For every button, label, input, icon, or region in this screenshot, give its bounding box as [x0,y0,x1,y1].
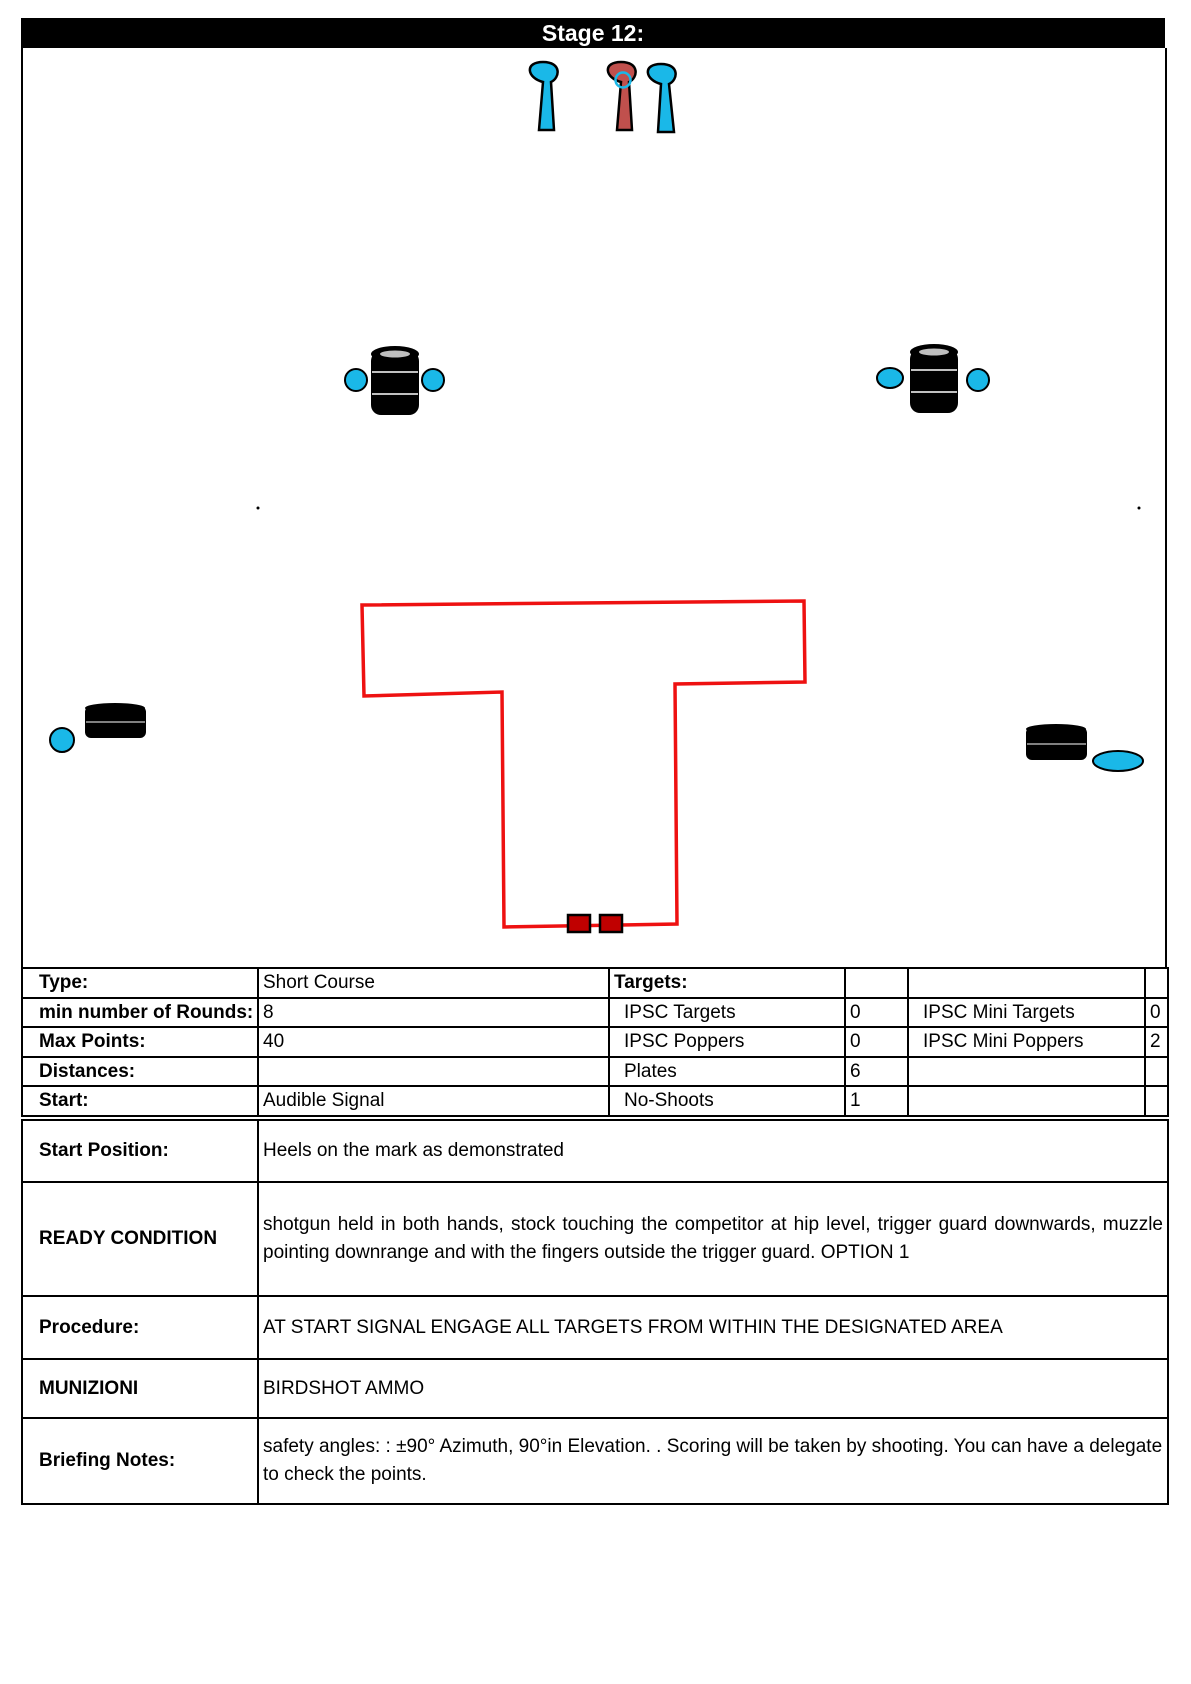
ammo-label: MUNIZIONI [22,1359,258,1418]
target-count: 0 [845,1027,908,1057]
extra-target-label: IPSC Mini Poppers [908,1027,1145,1057]
info-value [258,1057,609,1087]
target-label: IPSC Poppers [609,1027,845,1057]
info-value: 8 [258,998,609,1028]
start-position-marker [568,915,622,932]
extra-target-label: IPSC Mini Targets [908,998,1145,1028]
mini-popper-icon [648,64,676,132]
ready-condition-label: READY CONDITION [22,1182,258,1296]
info-value: Audible Signal [258,1086,609,1116]
table-row [22,998,1168,1028]
table-row [22,1296,1168,1359]
target-count: 1 [845,1086,908,1116]
start-position-text: Heels on the mark as demonstrated [258,1120,1168,1182]
table-row [22,1359,1168,1418]
table-row [22,1027,1168,1057]
target-count [845,968,908,998]
briefing-notes-label: Briefing Notes: [22,1418,258,1504]
plate-icon [50,728,74,752]
plate-icon [967,369,989,391]
table-row [22,1418,1168,1504]
plate-icon [1093,751,1143,771]
mini-popper-icon [530,62,558,130]
shooting-area-outline [362,601,805,927]
target-label: IPSC Targets [609,998,845,1028]
extra-target-count: 2 [1145,1027,1168,1057]
no-shoot-popper-icon [608,62,636,130]
plate-icon [345,369,367,391]
info-value: Short Course [258,968,609,998]
extra-target-label [908,1086,1145,1116]
info-label: Max Points: [22,1027,258,1057]
extra-target-count [1145,1057,1168,1087]
targets-heading: Targets: [609,968,845,998]
barrel-icon [371,346,419,415]
target-label: No-Shoots [609,1086,845,1116]
procedure-label: Procedure: [22,1296,258,1359]
target-count: 6 [845,1057,908,1087]
table-row [22,1120,1168,1182]
info-label: Distances: [22,1057,258,1087]
briefing-notes-text: safety angles: : ±90° Azimuth, 90°in Elevation. . Scoring will be taken by shooting. You can have a delegate to check the points. [258,1418,1168,1504]
table-row [22,1086,1168,1116]
barrel-icon [1026,724,1087,760]
table-row [22,968,1168,998]
info-label: Type: [22,968,258,998]
info-value: 40 [258,1027,609,1057]
extra-target-label [908,1057,1145,1087]
extra-target-count: 0 [1145,998,1168,1028]
stage-title: Stage 12: [21,18,1165,48]
stage-diagram [21,48,1167,968]
plate-icon [877,368,903,388]
info-label: Start: [22,1086,258,1116]
ready-condition-text: shotgun held in both hands, stock touching the competitor at hip level, trigger guard downwards, muzzle pointing downrange and with the fingers outside the trigger guard. OPTION 1 [258,1182,1168,1296]
extra-target-count [1145,968,1168,998]
extra-target-label [908,968,1145,998]
table-row [22,1182,1168,1296]
target-label: Plates [609,1057,845,1087]
barrel-icon [85,703,146,738]
extra-target-count [1145,1086,1168,1116]
table-row [22,1057,1168,1087]
target-count: 0 [845,998,908,1028]
briefing-table [21,1119,1169,1505]
start-position-label: Start Position: [22,1120,258,1182]
barrel-icon [910,344,958,413]
stage-info-table [21,967,1169,1117]
ammo-text: BIRDSHOT AMMO [258,1359,1168,1418]
info-label: min number of Rounds: [22,998,258,1028]
plate-icon [422,369,444,391]
procedure-text: AT START SIGNAL ENGAGE ALL TARGETS FROM WITHIN THE DESIGNATED AREA [258,1296,1168,1359]
stage-diagram-svg [23,48,1169,968]
